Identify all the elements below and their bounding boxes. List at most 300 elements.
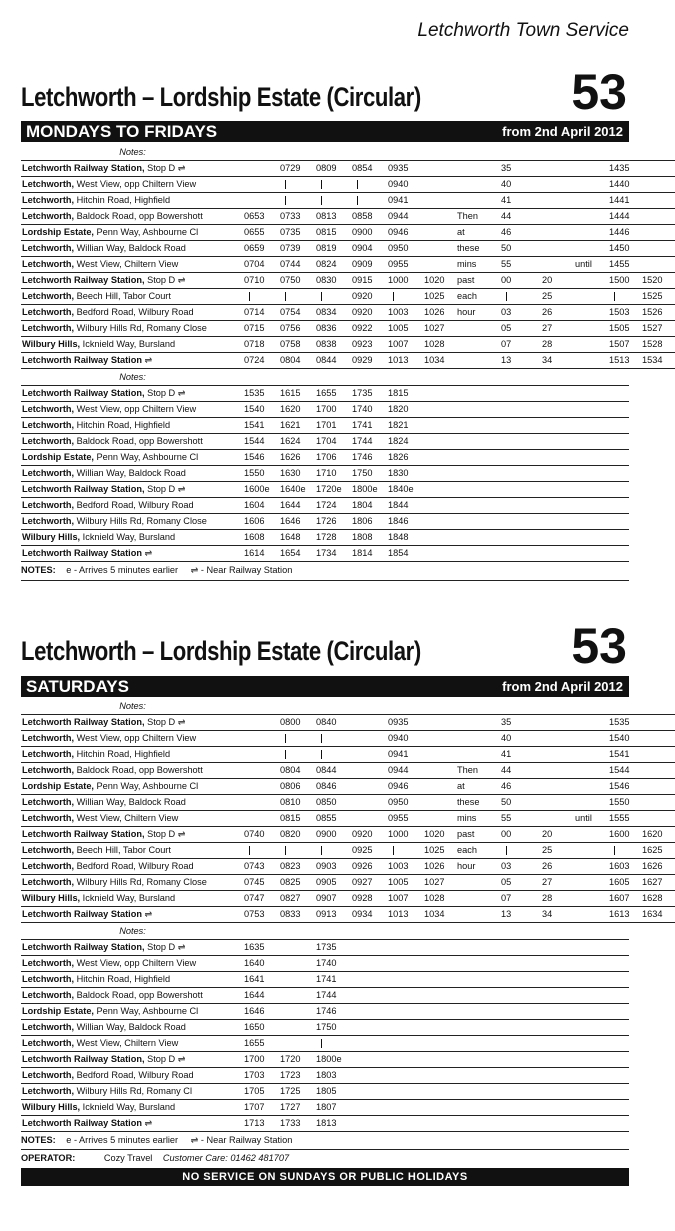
stop-town: Letchworth,	[22, 516, 75, 526]
stop-name	[21, 321, 243, 337]
time-cell: 0950	[388, 797, 409, 807]
time-cell	[574, 907, 608, 923]
stop-town: Letchworth,	[22, 877, 75, 887]
stop-town: Letchworth,	[22, 990, 75, 1000]
time-cell: 1703	[244, 1070, 265, 1080]
route-number-saturday: 53	[571, 618, 627, 674]
time-cell: 0838	[316, 339, 337, 349]
stop-town: Letchworth,	[22, 436, 75, 446]
time-cell	[351, 779, 387, 795]
time-cell: 1455	[609, 259, 630, 269]
table-row	[21, 257, 675, 273]
time-cell	[574, 891, 608, 907]
time-cell: 0815	[280, 813, 301, 823]
stop-detail: Baldock Road, opp Bowershott	[74, 436, 203, 446]
no-service-footer: NO SERVICE ON SUNDAYS OR PUBLIC HOLIDAYS	[21, 1168, 629, 1186]
time-cell	[641, 811, 675, 827]
time-cell: 03	[501, 307, 512, 317]
table-row	[21, 241, 675, 257]
time-cell: 1535	[609, 717, 630, 727]
table-row	[21, 1004, 629, 1020]
stop-town: Letchworth,	[22, 1070, 75, 1080]
time-cell: 1746	[352, 452, 373, 462]
stop-town: Letchworth Railway Station	[22, 909, 142, 919]
saturday-banner	[21, 676, 629, 697]
stop-town: Letchworth,	[22, 861, 75, 871]
time-cell	[456, 321, 500, 337]
time-cell	[351, 177, 387, 193]
continues-marker	[249, 292, 250, 301]
time-cell: 1727	[280, 1102, 301, 1112]
time-cell	[387, 843, 423, 859]
table-row	[21, 1020, 629, 1036]
time-cell: 1803	[316, 1070, 337, 1080]
day-label: MONDAYS TO FRIDAYS	[26, 122, 218, 141]
continues-marker	[321, 1039, 322, 1048]
time-cell: 0753	[244, 909, 265, 919]
time-cell	[423, 161, 456, 177]
time-cell: 0827	[280, 893, 301, 903]
time-cell: 00	[501, 275, 512, 285]
time-cell	[641, 209, 675, 225]
stop-name	[21, 1100, 243, 1116]
notes-heading: Notes:	[119, 926, 146, 936]
stop-town: Lordship Estate,	[22, 227, 94, 237]
time-cell	[423, 193, 456, 209]
table-row	[21, 225, 675, 241]
stop-town: Letchworth,	[22, 958, 75, 968]
time-cell	[243, 715, 279, 731]
stop-town: Letchworth Railway Station	[22, 1118, 142, 1128]
stop-detail: Baldock Road, opp Bowershott	[74, 211, 203, 221]
time-cell: 1441	[609, 195, 630, 205]
time-cell: 0810	[280, 797, 301, 807]
time-cell	[279, 747, 315, 763]
time-cell: 0909	[352, 259, 373, 269]
time-cell: 1741	[316, 974, 337, 984]
time-cell: 0934	[352, 909, 373, 919]
time-cell: 0750	[280, 275, 301, 285]
time-cell: 1541	[609, 749, 630, 759]
time-cell: 0950	[388, 243, 409, 253]
time-cell: 1034	[424, 909, 445, 919]
table-row	[21, 546, 629, 562]
time-cell	[456, 177, 500, 193]
stop-name	[21, 257, 243, 273]
time-cell: 1800e	[352, 484, 378, 494]
time-cell: 0846	[316, 781, 337, 791]
time-cell: 0815	[316, 227, 337, 237]
table-row	[21, 891, 675, 907]
time-cell: 0944	[388, 211, 409, 221]
time-cell	[423, 795, 456, 811]
time-cell: 0756	[280, 323, 301, 333]
time-cell: 1026	[424, 307, 445, 317]
stop-name	[21, 779, 243, 795]
time-cell	[574, 273, 608, 289]
time-cell: 1720	[280, 1054, 301, 1064]
time-cell: 1848	[388, 532, 409, 542]
time-cell: 0824	[316, 259, 337, 269]
time-cell	[315, 1036, 351, 1052]
stop-town: Wilbury Hills,	[22, 1102, 81, 1112]
time-cell	[243, 779, 279, 795]
time-cell	[423, 241, 456, 257]
time-cell: 0740	[244, 829, 265, 839]
stop-detail: Hitchin Road, Highfield	[74, 195, 171, 205]
stop-detail: Stop D ⇌	[144, 163, 186, 173]
time-cell: 0904	[352, 243, 373, 253]
continues-marker	[393, 846, 394, 855]
stop-detail: ⇌	[141, 909, 153, 919]
time-cell	[541, 193, 574, 209]
time-cell: 1013	[388, 355, 409, 365]
continues-marker	[393, 292, 394, 301]
table-row	[21, 466, 629, 482]
time-cell	[423, 177, 456, 193]
time-cell: 1840e	[388, 484, 414, 494]
time-cell: 1550	[244, 468, 265, 478]
time-cell: 1735	[352, 388, 373, 398]
time-cell: 0926	[352, 861, 373, 871]
time-cell	[574, 843, 608, 859]
time-cell: 0739	[280, 243, 301, 253]
time-cell: 1724	[316, 500, 337, 510]
time-cell: 1635	[244, 942, 265, 952]
time-cell	[351, 795, 387, 811]
divider	[21, 1149, 629, 1150]
time-cell	[243, 731, 279, 747]
time-cell: 1826	[388, 452, 409, 462]
time-cell	[243, 161, 279, 177]
time-cell: 1846	[388, 516, 409, 526]
time-cell: 1013	[388, 909, 409, 919]
time-cell: 41	[501, 749, 512, 759]
stop-detail: Icknield Way, Bursland	[80, 532, 176, 542]
table-row	[21, 907, 675, 923]
stop-town: Letchworth Railway Station,	[22, 275, 145, 285]
time-cell: 20	[542, 829, 553, 839]
time-cell	[279, 193, 315, 209]
time-cell	[574, 353, 608, 369]
time-cell: 0944	[388, 765, 409, 775]
time-cell: 0955	[388, 813, 409, 823]
stop-name	[21, 956, 243, 972]
time-cell	[351, 193, 387, 209]
stop-detail: Stop D ⇌	[144, 942, 186, 952]
time-cell: 1613	[609, 909, 630, 919]
time-cell: 1020	[424, 829, 445, 839]
time-cell	[541, 177, 574, 193]
stop-town: Letchworth,	[22, 307, 75, 317]
time-cell	[541, 161, 574, 177]
time-cell: 0946	[388, 227, 409, 237]
time-cell: until	[575, 259, 592, 269]
time-cell	[641, 731, 675, 747]
table-row	[21, 843, 675, 859]
stop-town: Letchworth,	[22, 420, 75, 430]
stop-detail: Bedford Road, Wilbury Road	[74, 861, 194, 871]
table-row	[21, 402, 629, 418]
time-cell: 1733	[280, 1118, 301, 1128]
time-cell	[279, 940, 315, 956]
divider	[21, 580, 629, 581]
time-cell: 1707	[244, 1102, 265, 1112]
stop-name	[21, 241, 243, 257]
time-cell: 1620	[642, 829, 663, 839]
time-cell: 1627	[642, 877, 663, 887]
time-cell	[351, 731, 387, 747]
time-cell: mins	[457, 813, 477, 823]
time-cell: 1555	[609, 813, 630, 823]
stop-name	[21, 1004, 243, 1020]
time-cell: each	[457, 291, 477, 301]
time-cell	[574, 241, 608, 257]
time-cell	[608, 843, 641, 859]
stop-name	[21, 1036, 243, 1052]
time-cell	[541, 747, 574, 763]
stop-name	[21, 1052, 243, 1068]
time-cell	[243, 811, 279, 827]
time-cell	[243, 289, 279, 305]
time-cell: 0929	[352, 355, 373, 365]
time-cell: 1000	[388, 829, 409, 839]
time-cell	[279, 731, 315, 747]
table-row	[21, 273, 675, 289]
stop-detail: Hitchin Road, Highfield	[74, 749, 171, 759]
stop-name	[21, 843, 243, 859]
table-row	[21, 289, 675, 305]
route-title-weekday: Letchworth – Lordship Estate (Circular)	[21, 82, 421, 112]
time-cell: 1608	[244, 532, 265, 542]
time-cell: 44	[501, 765, 512, 775]
time-cell: 1435	[609, 163, 630, 173]
time-cell: 1535	[244, 388, 265, 398]
table-row	[21, 1052, 629, 1068]
time-cell: 05	[501, 877, 512, 887]
time-cell	[423, 715, 456, 731]
table-row	[21, 779, 675, 795]
time-cell	[279, 972, 315, 988]
weekday-banner	[21, 121, 629, 142]
table-row	[21, 747, 675, 763]
time-cell: 1003	[388, 861, 409, 871]
stop-name	[21, 530, 243, 546]
notes-row	[21, 699, 675, 715]
time-cell: 0920	[352, 829, 373, 839]
time-cell	[641, 795, 675, 811]
stop-town: Letchworth Railway Station,	[22, 1054, 145, 1064]
time-cell: 1741	[352, 420, 373, 430]
time-cell: 1701	[316, 420, 337, 430]
time-cell: 1604	[244, 500, 265, 510]
notes-heading: Notes:	[119, 701, 146, 711]
notes-weekday	[21, 563, 629, 578]
time-cell: 1025	[424, 291, 445, 301]
time-cell: 1628	[642, 893, 663, 903]
time-cell: 1450	[609, 243, 630, 253]
time-cell: 1746	[316, 1006, 337, 1016]
time-cell	[541, 779, 574, 795]
table-row	[21, 482, 629, 498]
stop-town: Letchworth,	[22, 1038, 75, 1048]
stop-town: Letchworth,	[22, 1022, 75, 1032]
time-cell	[243, 795, 279, 811]
time-cell: 1655	[244, 1038, 265, 1048]
table-row	[21, 1084, 629, 1100]
time-cell: 1646	[244, 1006, 265, 1016]
time-cell: 25	[542, 845, 553, 855]
time-cell	[574, 747, 608, 763]
time-cell: 35	[501, 163, 512, 173]
table-row	[21, 353, 675, 369]
time-cell: 1704	[316, 436, 337, 446]
stop-detail: Stop D ⇌	[144, 275, 186, 285]
time-cell	[641, 193, 675, 209]
route-title-saturday: Letchworth – Lordship Estate (Circular)	[21, 636, 421, 666]
time-cell	[315, 731, 351, 747]
table-row	[21, 1100, 629, 1116]
time-cell	[574, 209, 608, 225]
time-cell: 1740	[316, 958, 337, 968]
time-cell: 0915	[352, 275, 373, 285]
time-cell	[541, 795, 574, 811]
stop-town: Letchworth,	[22, 974, 75, 984]
time-cell	[456, 731, 500, 747]
time-cell: 1806	[352, 516, 373, 526]
time-cell	[574, 321, 608, 337]
stop-detail: West View, opp Chiltern View	[74, 958, 197, 968]
time-cell: 1620	[280, 404, 301, 414]
time-cell: hour	[457, 307, 476, 317]
time-cell: 1820	[388, 404, 409, 414]
time-cell	[315, 177, 351, 193]
time-cell: 0920	[352, 291, 373, 301]
time-cell: 1003	[388, 307, 409, 317]
time-cell	[641, 225, 675, 241]
time-cell	[456, 353, 500, 369]
time-cell	[641, 177, 675, 193]
time-cell: 0820	[280, 829, 301, 839]
time-cell	[423, 763, 456, 779]
table-row	[21, 1036, 629, 1052]
time-cell: 0935	[388, 717, 409, 727]
time-cell: 1440	[609, 179, 630, 189]
stop-town: Letchworth Railway Station	[22, 355, 142, 365]
continues-marker	[506, 846, 507, 855]
time-cell: 0800	[280, 717, 301, 727]
time-cell	[279, 1020, 315, 1036]
time-cell: 1605	[609, 877, 630, 887]
continues-marker	[321, 734, 322, 743]
time-cell	[387, 289, 423, 305]
table-row	[21, 337, 675, 353]
stop-name	[21, 450, 243, 466]
time-cell: 1815	[388, 388, 409, 398]
operator-name: Cozy Travel	[103, 1153, 153, 1163]
stop-detail: Penn Way, Ashbourne Cl	[93, 452, 199, 462]
time-cell: 07	[501, 893, 512, 903]
time-cell: 1614	[244, 548, 265, 558]
time-cell	[574, 161, 608, 177]
time-cell	[351, 763, 387, 779]
table-row	[21, 161, 675, 177]
table-row	[21, 193, 675, 209]
table-row	[21, 811, 675, 827]
time-cell: 0823	[280, 861, 301, 871]
stop-detail: ⇌	[141, 548, 153, 558]
continues-marker	[321, 196, 322, 205]
time-cell: 0900	[316, 829, 337, 839]
time-cell	[351, 811, 387, 827]
time-cell: 0659	[244, 243, 265, 253]
time-cell	[456, 715, 500, 731]
time-cell	[574, 225, 608, 241]
time-cell	[279, 956, 315, 972]
time-cell	[423, 225, 456, 241]
stop-detail: Wilbury Hills Rd, Romany Close	[74, 877, 207, 887]
time-cell	[423, 811, 456, 827]
stop-name	[21, 747, 243, 763]
time-cell: 1807	[316, 1102, 337, 1112]
time-cell: 0714	[244, 307, 265, 317]
stop-name	[21, 875, 243, 891]
stop-name	[21, 1116, 243, 1132]
table-row	[21, 795, 675, 811]
service-name: Letchworth Town Service	[417, 20, 629, 41]
continues-marker	[321, 846, 322, 855]
stop-name	[21, 1068, 243, 1084]
stop-town: Letchworth,	[22, 765, 75, 775]
table-row	[21, 715, 675, 731]
stop-detail: West View, Chiltern View	[74, 1038, 179, 1048]
time-cell: 0903	[316, 861, 337, 871]
time-cell: 0844	[316, 355, 337, 365]
time-cell: 40	[501, 733, 512, 743]
stop-detail: Baldock Road, opp Bowershott	[74, 990, 203, 1000]
stop-name	[21, 466, 243, 482]
stop-town: Lordship Estate,	[22, 452, 94, 462]
time-cell: 1725	[280, 1086, 301, 1096]
time-cell	[456, 193, 500, 209]
table-row	[21, 434, 629, 450]
stop-detail: Wilbury Hills Rd, Romany Close	[74, 516, 207, 526]
stop-name	[21, 498, 243, 514]
time-cell: Then	[457, 765, 478, 775]
operator-label: OPERATOR:	[21, 1153, 76, 1163]
time-cell	[574, 763, 608, 779]
time-cell: 1844	[388, 500, 409, 510]
time-cell: 1028	[424, 339, 445, 349]
time-cell	[574, 289, 608, 305]
time-cell: 1710	[316, 468, 337, 478]
saturday-timetable-2	[21, 924, 629, 1132]
time-cell: 1735	[316, 942, 337, 952]
time-cell: past	[457, 829, 475, 839]
time-cell: 20	[542, 275, 553, 285]
time-cell: 1634	[642, 909, 663, 919]
time-cell: 0913	[316, 909, 337, 919]
time-cell	[423, 257, 456, 273]
time-cell	[279, 1036, 315, 1052]
time-cell: 1624	[280, 436, 301, 446]
stop-town: Letchworth,	[22, 845, 75, 855]
time-cell	[351, 715, 387, 731]
time-cell: 46	[501, 781, 512, 791]
time-cell: 1723	[280, 1070, 301, 1080]
time-cell: 0745	[244, 877, 265, 887]
stop-name	[21, 482, 243, 498]
